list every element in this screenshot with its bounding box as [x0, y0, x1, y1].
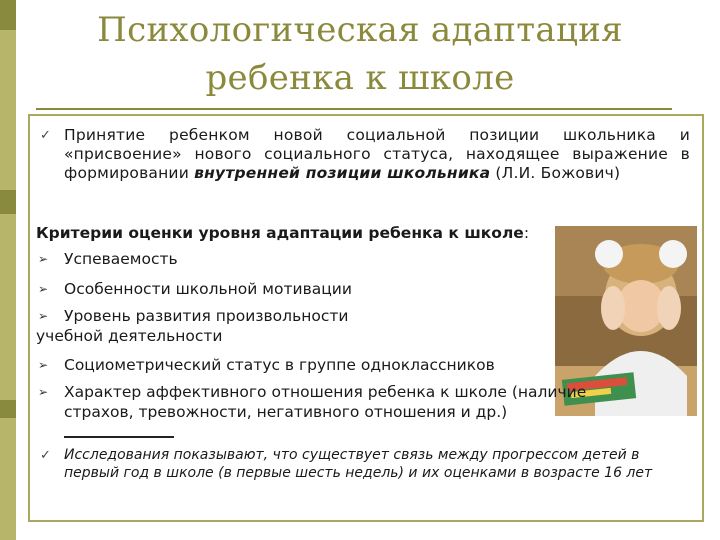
title-line-1: Психологическая адаптация	[97, 10, 623, 50]
criteria-item: Уровень развития произвольности	[64, 307, 349, 325]
criteria-item: Характер аффективного отношения ребенка к школе (наличие	[64, 383, 587, 401]
sidebar-accent-bar	[0, 0, 16, 540]
criteria-item-continued: учебной деятельности	[36, 327, 223, 345]
title-line-2: ребенка к школе	[205, 58, 515, 98]
criteria-heading-colon: :	[523, 224, 530, 242]
checkmark-icon: ✓	[40, 128, 51, 143]
criteria-item: Особенности школьной мотивации	[64, 280, 352, 298]
arrow-bullet-icon: ➢	[38, 385, 49, 399]
research-note: Исследования показывают, что существует связь между прогрессом детей в первый год в школе (в первые шесть недель) и их оценками в возрасте 16 лет	[64, 447, 653, 481]
criteria-item: Социометрический статус в группе одноклассников	[64, 356, 495, 374]
section-divider	[64, 436, 174, 438]
title-underline	[36, 108, 672, 110]
slide-title	[40, 6, 680, 102]
checkmark-icon: ✓	[40, 448, 51, 463]
arrow-bullet-icon: ➢	[38, 282, 49, 296]
arrow-bullet-icon: ➢	[38, 252, 49, 266]
criteria-item: Успеваемость	[64, 250, 178, 268]
criteria-heading	[36, 224, 676, 243]
criteria-item-continued: страхов, тревожности, негативного отношения и др.)	[64, 403, 508, 421]
arrow-bullet-icon: ➢	[38, 309, 49, 323]
intro-text-end: (Л.И. Божович)	[490, 164, 621, 182]
intro-paragraph	[64, 126, 690, 183]
intro-emphasis: внутренней позиции школьника	[194, 164, 491, 182]
criteria-heading-text: Критерии оценки уровня адаптации ребенка к школе	[36, 224, 524, 242]
arrow-bullet-icon: ➢	[38, 358, 49, 372]
intro-text: Принятие ребенком новой социальной позиции школьника и «присвоение» нового социального статуса, находящее выражение в формировании	[64, 126, 690, 182]
sidebar-segment	[0, 190, 16, 214]
sidebar-segment	[0, 0, 16, 30]
sidebar-segment	[0, 400, 16, 418]
